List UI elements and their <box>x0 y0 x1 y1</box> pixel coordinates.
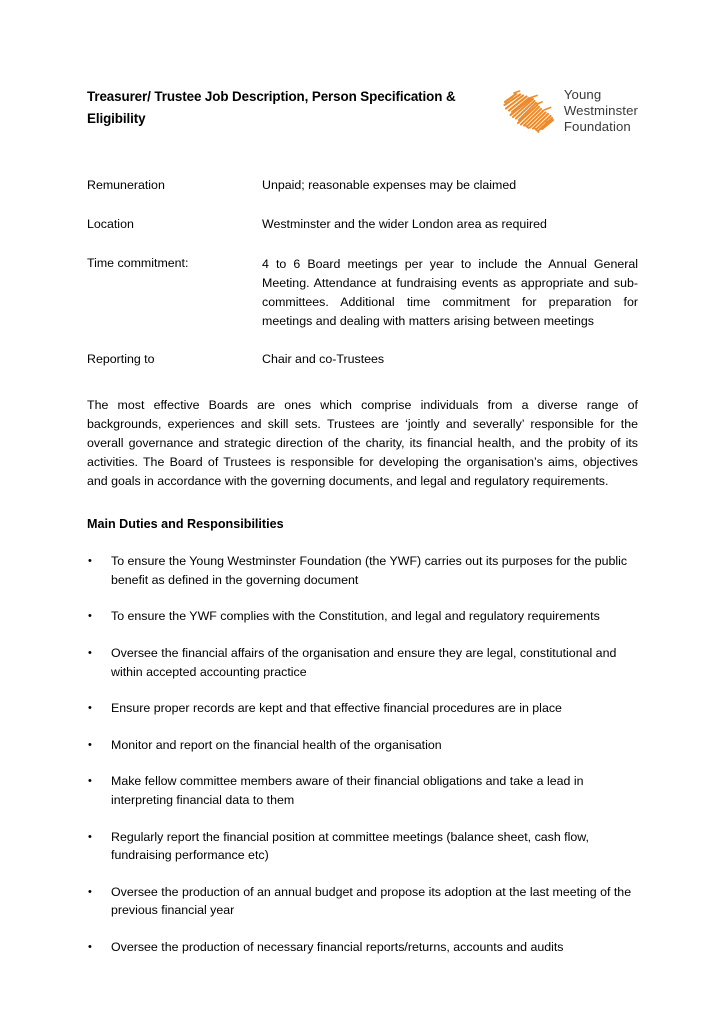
detail-value: Unpaid; reasonable expenses may be claimed <box>262 178 517 192</box>
list-item-text: Oversee the financial affairs of the organisation and ensure they are legal, constitutional and within accepted accounting practice <box>111 646 617 679</box>
page-title: Treasurer/ Trustee Job Description, Person Specification & Eligibility <box>87 89 456 126</box>
detail-label: Time commitment: <box>87 255 189 270</box>
section-heading-main-duties: Main Duties and Responsibilities <box>87 516 284 531</box>
detail-label: Location <box>87 216 134 231</box>
list-item-text: Oversee the production of an annual budget and propose its adoption at the last meeting of the previous financial year <box>111 884 632 918</box>
logo-line-1: Young <box>563 86 602 102</box>
bullet-icon: • <box>88 885 92 898</box>
logo-wordmark <box>564 87 638 135</box>
detail-label: Reporting to <box>87 352 155 367</box>
intro-paragraph: The most effective Boards are ones which comprise individuals from a diverse range of backgrounds, experiences and skill sets. Trustees are ‘jointly and severally’ responsible for the overall governance and strategic direction of the charity, its financial health, and the probity of its activities. The Board of Trustees is responsible for developing the organisation’s aims, objectives and goals in accordance with the governing documents, and legal and regulatory requirements. <box>87 398 638 488</box>
westminster-scribble-map-icon <box>501 84 557 138</box>
list-item <box>87 552 638 589</box>
bullet-icon: • <box>88 702 92 715</box>
duties-list <box>87 552 638 957</box>
list-item <box>87 883 638 920</box>
document-content <box>87 84 638 957</box>
logo-line-2: Westminster <box>563 102 638 118</box>
list-item <box>87 699 638 718</box>
bullet-icon: • <box>88 555 92 568</box>
list-item-text: Ensure proper records are kept and that effective financial procedures are in place <box>111 701 562 716</box>
detail-row-remuneration <box>87 177 638 195</box>
organisation-logo <box>501 84 638 138</box>
list-item-text: Regularly report the financial position at committee meetings (balance sheet, cash flow, fundraising performance etc) <box>111 829 589 863</box>
list-item-text: To ensure the Young Westminster Foundation (the YWF) carries out its purposes for the public benefit as defined in the governing document <box>111 554 628 587</box>
bullet-icon: • <box>88 738 92 751</box>
list-item-text: Oversee the production of necessary financial reports/returns, accounts and audits <box>111 940 564 955</box>
detail-label: Remuneration <box>87 178 165 192</box>
bullet-icon: • <box>88 775 92 788</box>
document-header <box>87 84 638 146</box>
list-item-text: Monitor and report on the financial health of the organisation <box>111 737 442 752</box>
detail-value: Westminster and the wider London area as required <box>262 216 547 231</box>
bullet-icon: • <box>88 830 92 843</box>
detail-row-location <box>87 216 638 234</box>
list-item <box>87 736 638 755</box>
bullet-icon: • <box>88 647 92 659</box>
list-item-text: Make fellow committee members aware of their financial obligations and take a lead in interpreting financial data to them <box>111 774 584 808</box>
detail-value: Chair and co-Trustees <box>262 352 385 367</box>
list-item <box>87 607 638 626</box>
detail-row-time-commitment <box>87 255 638 330</box>
logo-line-3: Foundation <box>563 119 631 135</box>
list-item <box>87 644 638 681</box>
job-details-list <box>87 177 638 369</box>
list-item-text: To ensure the YWF complies with the Constitution, and legal and regulatory requirements <box>111 609 600 624</box>
list-item <box>87 828 638 865</box>
bullet-icon: • <box>88 610 92 623</box>
detail-row-reporting-to <box>87 351 638 369</box>
bullet-icon: • <box>88 941 92 954</box>
list-item <box>87 772 638 809</box>
detail-value: 4 to 6 Board meetings per year to include the Annual General Meeting. Attendance at fundraising events as appropriate and sub-committees. Additional time commitment for preparation for meetings and dealing with matters arising between meetings <box>262 256 638 328</box>
list-item <box>87 938 638 957</box>
